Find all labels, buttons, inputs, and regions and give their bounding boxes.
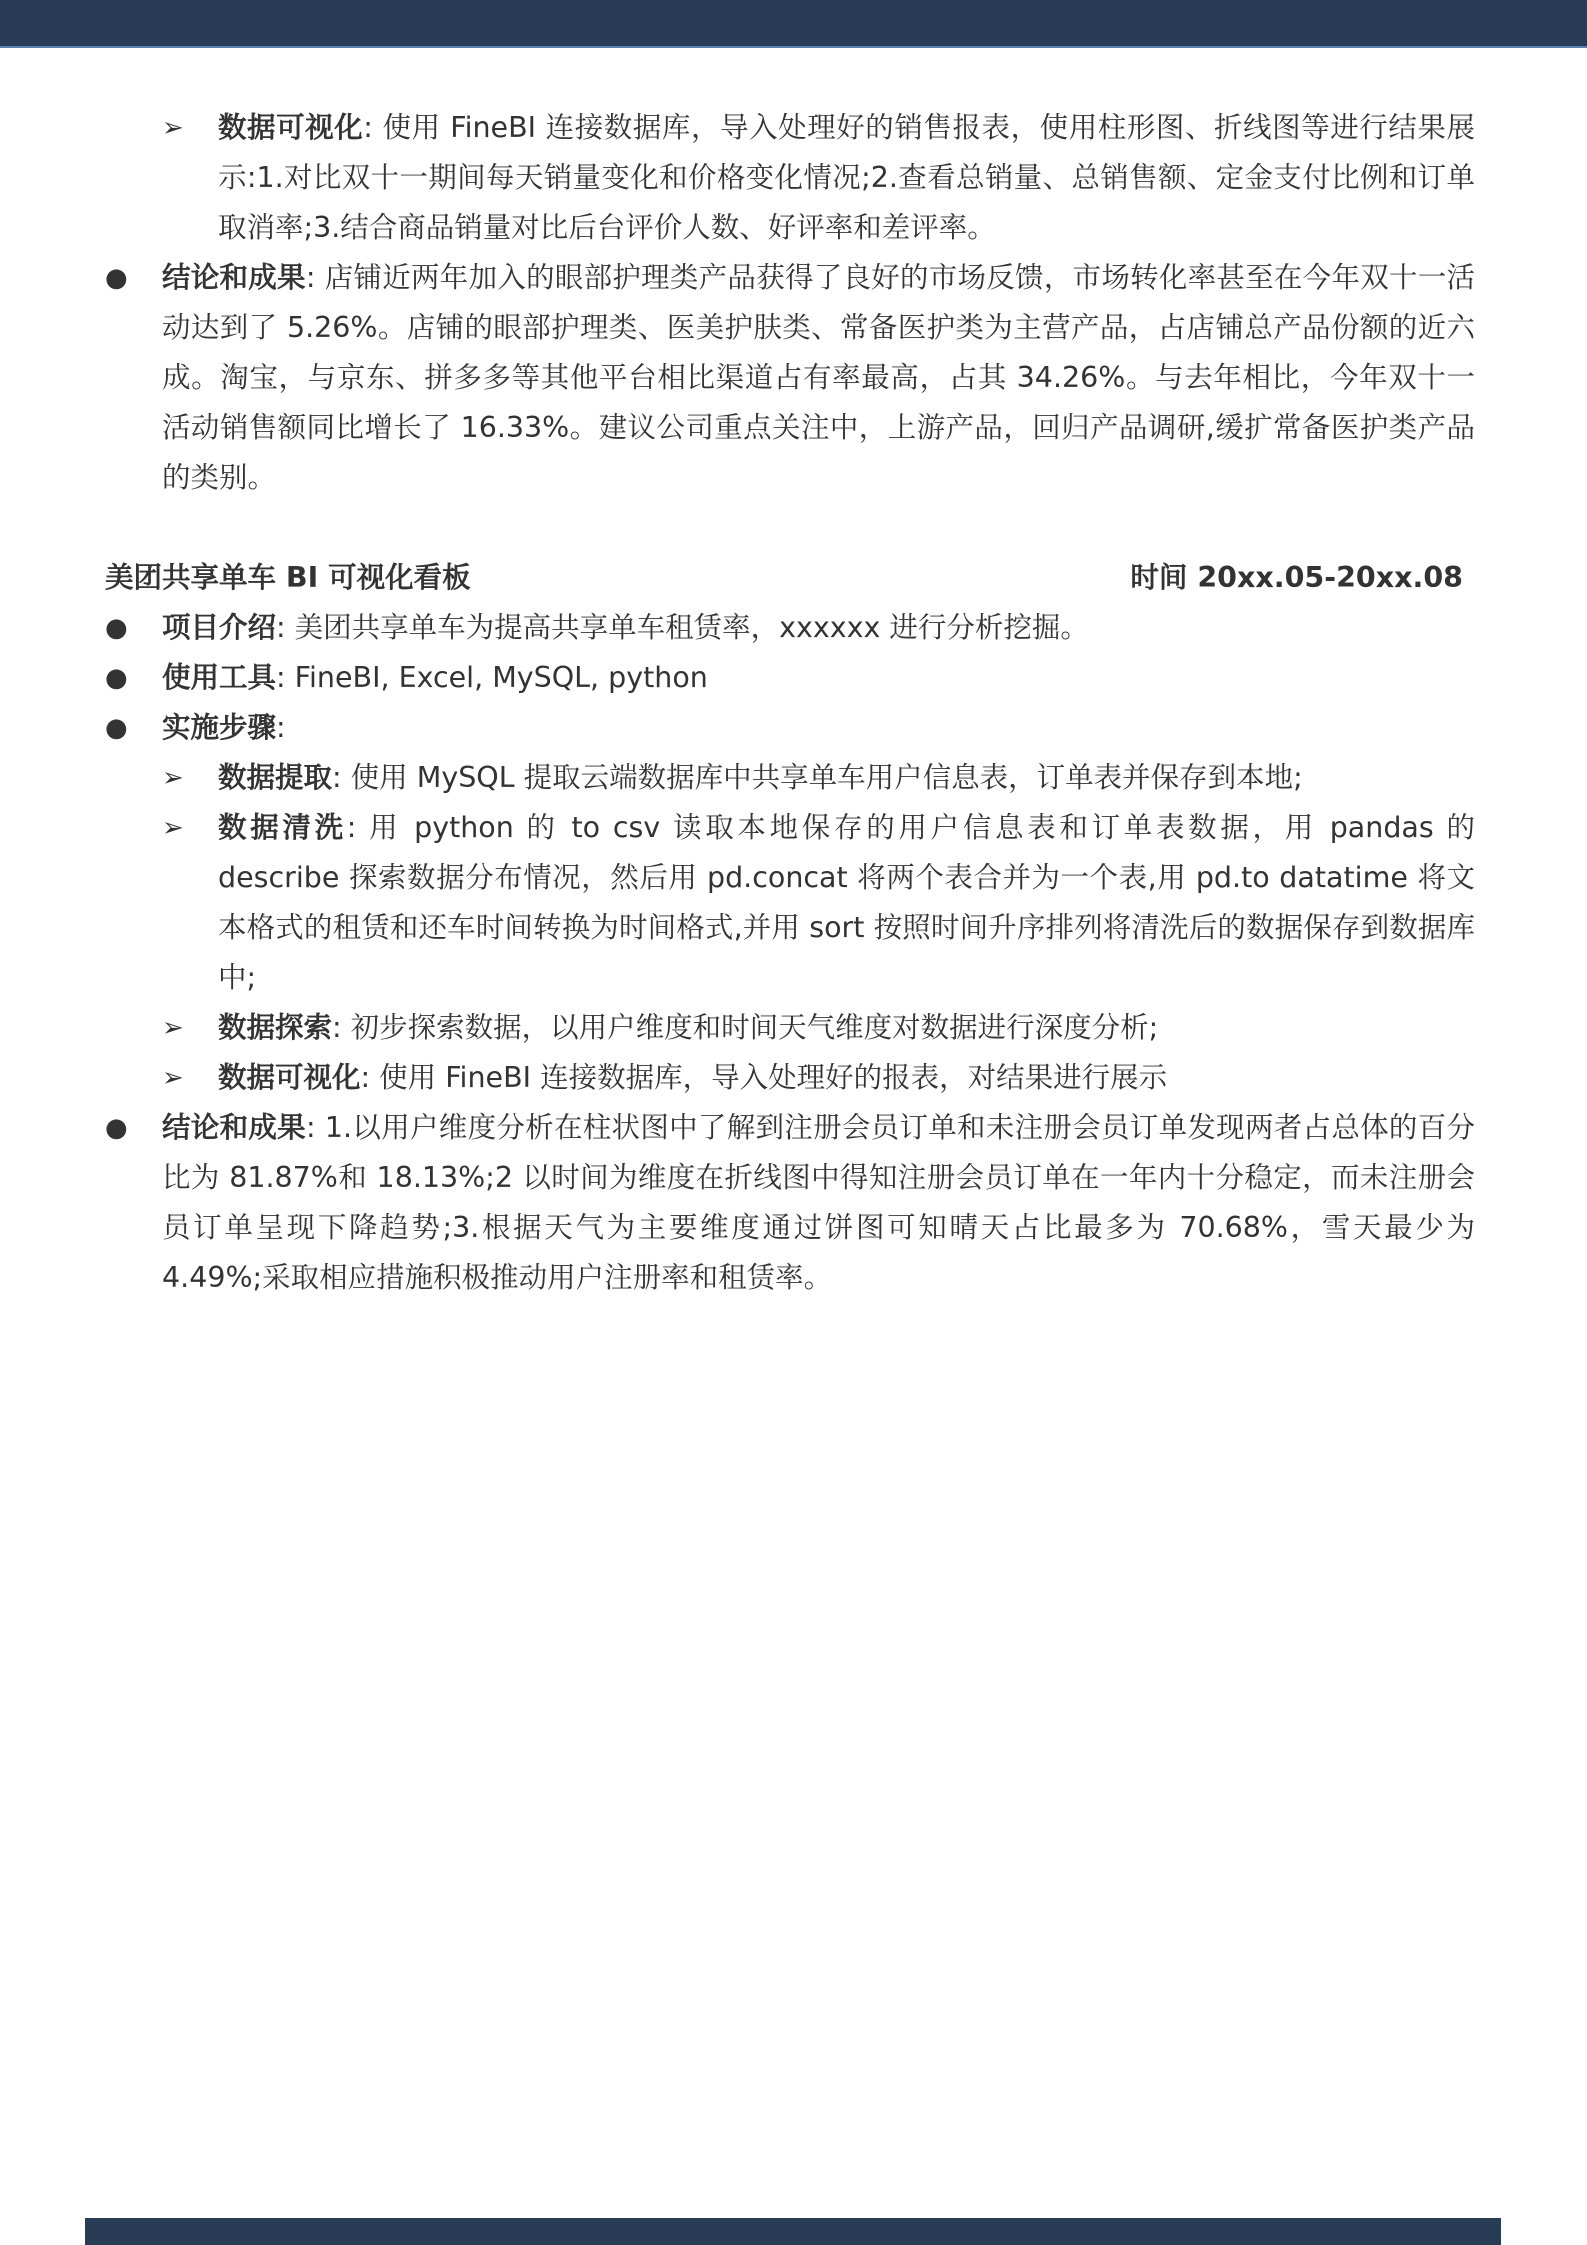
- dot-bullet-icon: ●: [105, 263, 128, 293]
- item-term: 数据可视化: [218, 1061, 361, 1094]
- project2-substep-extract: [105, 753, 1475, 803]
- project2-heading: [105, 553, 1475, 603]
- item-term: 数据可视化: [218, 111, 364, 144]
- project2-substep-clean: [105, 803, 1475, 1003]
- arrow-bullet-icon: ➢: [162, 763, 184, 793]
- dot-bullet-icon: ●: [105, 713, 128, 743]
- header-bar: [0, 0, 1587, 48]
- arrow-bullet-icon: ➢: [162, 1013, 184, 1043]
- item-text: : 使用 MySQL 提取云端数据库中共享单车用户信息表，订单表并保存到本地;: [332, 761, 1303, 794]
- arrow-bullet-icon: ➢: [162, 813, 184, 843]
- item-text: : 初步探索数据，以用户维度和时间天气维度对数据进行深度分析;: [332, 1011, 1159, 1044]
- item-text: : 使用 FineBI 连接数据库，导入处理好的销售报表，使用柱形图、折线图等进行结果展示:1.对比双十一期间每天销量变化和价格变化情况;2.查看总销量、总销售额、定金支付比例和订单取消率;3.结合商品销量对比后台评价人数、好评率和差评率。: [218, 111, 1475, 244]
- project2-substep-explore: [105, 1003, 1475, 1053]
- arrow-bullet-icon: ➢: [162, 1063, 184, 1093]
- item-text: : 美团共享单车为提高共享单车租赁率，xxxxxx 进行分析挖掘。: [276, 611, 1089, 644]
- project2-steps-item: [105, 703, 1475, 753]
- dot-bullet-icon: ●: [105, 613, 128, 643]
- item-text: : FineBI, Excel, MySQL, python: [276, 661, 708, 694]
- project1-conclusion-item: [105, 253, 1475, 503]
- footer-bar: [85, 2218, 1501, 2245]
- section-gap: [105, 503, 1475, 553]
- item-term: 数据探索: [218, 1011, 333, 1044]
- project-period: 时间 20xx.05-20xx.08: [1130, 561, 1463, 594]
- project-title: 美团共享单车 BI 可视化看板: [105, 561, 471, 594]
- item-text: : 1.以用户维度分析在柱状图中了解到注册会员订单和未注册会员订单发现两者占总体的百分比为 81.87%和 18.13%;2 以时间为维度在折线图中得知注册会员订单在一年内十分稳定，而未注册会员订单呈现下降趋势;3.根据天气为主要维度通过饼图可知晴天占比最多为 70.68%，雪天最少为 4.49%;采取相应措施积极推动用户注册率和租赁率。: [162, 1111, 1475, 1294]
- item-term: 使用工具: [162, 661, 277, 694]
- item-text: : 使用 FineBI 连接数据库，导入处理好的报表，对结果进行展示: [360, 1061, 1168, 1094]
- item-text: : 店铺近两年加入的眼部护理类产品获得了良好的市场反馈，市场转化率甚至在今年双十一活动达到了 5.26%。店铺的眼部护理类、医美护肤类、常备医护类为主营产品，占店铺总产品份额的近六成。淘宝，与京东、拼多多等其他平台相比渠道占有率最高，占其 34.26%。与去年相比，今年双十一活动销售额同比增长了 16.33%。建议公司重点关注中，上游产品，回归产品调研,缓扩常备医护类产品的类别。: [162, 261, 1475, 494]
- project2-conclusion-item: [105, 1103, 1475, 1303]
- resume-content: [105, 103, 1475, 1303]
- project1-viz-item: [105, 103, 1475, 253]
- dot-bullet-icon: ●: [105, 663, 128, 693]
- dot-bullet-icon: ●: [105, 1113, 128, 1143]
- arrow-bullet-icon: ➢: [162, 113, 184, 143]
- item-term: 项目介绍: [162, 611, 277, 644]
- project2-tools-item: [105, 653, 1475, 703]
- item-text: :: [276, 711, 286, 744]
- item-term: 数据提取: [218, 761, 333, 794]
- item-term: 结论和成果: [162, 261, 306, 294]
- item-term: 数据清洗: [218, 811, 347, 844]
- project2-intro-item: [105, 603, 1475, 653]
- item-term: 结论和成果: [162, 1111, 306, 1144]
- item-text: : 用 python 的 to csv 读取本地保存的用户信息表和订单表数据，用 pandas 的 describe 探索数据分布情况，然后用 pd.concat 将两个表合并为一个表,用 pd.to datatime 将文本格式的租赁和还车时间转换为时间格式,并用 sort 按照时间升序排列将清洗后的数据保存到数据库中;: [218, 811, 1475, 994]
- project2-substep-viz: [105, 1053, 1475, 1103]
- item-term: 实施步骤: [162, 711, 277, 744]
